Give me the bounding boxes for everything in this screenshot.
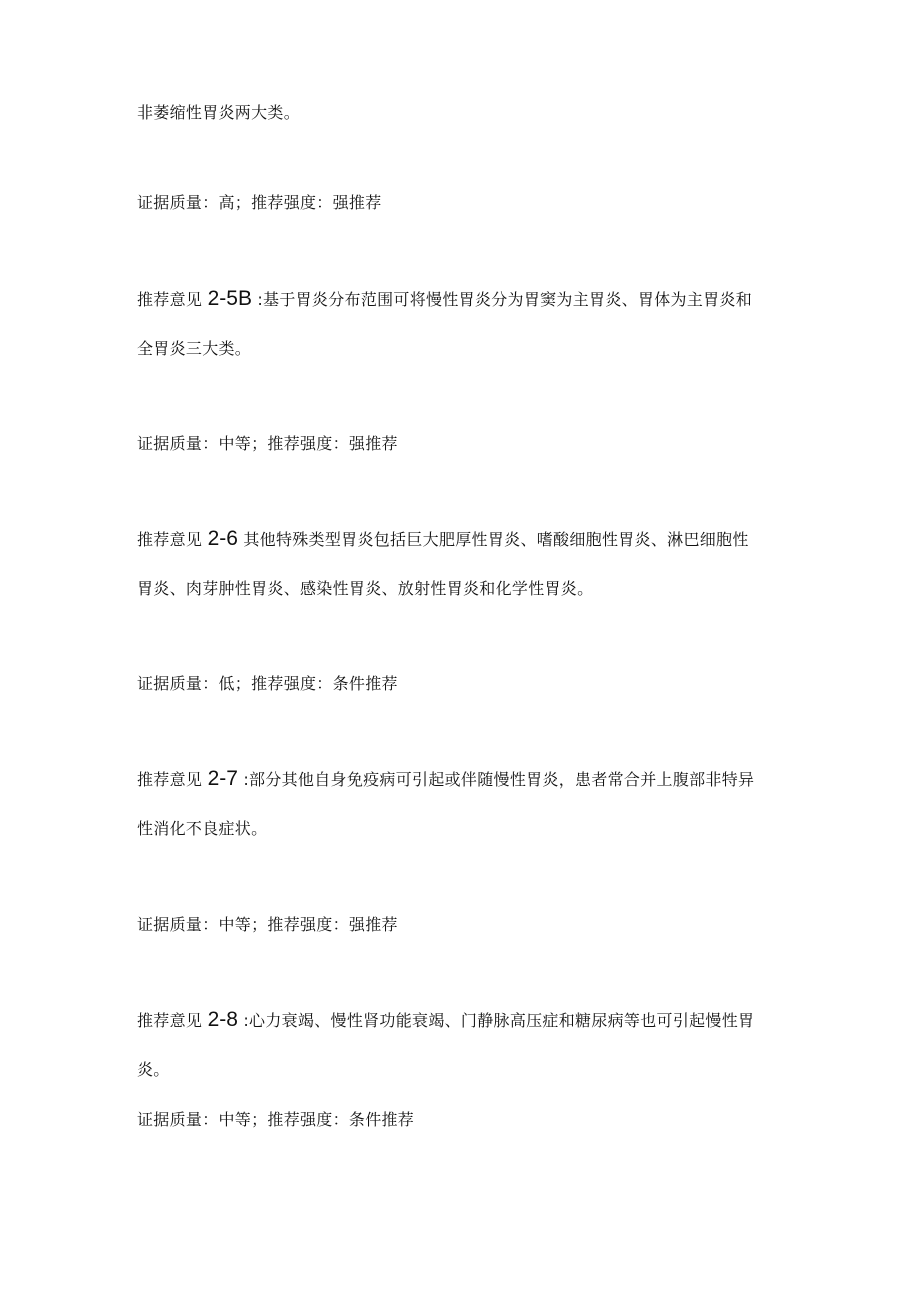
recommendation-number: 2-8 [207,1008,238,1031]
recommendation-prefix: 推荐意见 [137,530,203,549]
recommendation-2-7-line-2: 性消化不良症状。 [137,819,268,838]
recommendation-number: 2-7 [207,767,238,790]
recommendation-text: :基于胃炎分布范围可将慢性胃炎分为胃窦为主胃炎、胃体为主胃炎和 [257,290,753,309]
recommendation-2-8-line-1 [137,1008,787,1033]
evidence-line: 证据质量：中等；推荐强度：条件推荐 [137,1110,415,1129]
recommendation-2-6-line-2: 胃炎、肉芽肿性胃炎、感染性胃炎、放射性胃炎和化学性胃炎。 [137,579,594,598]
recommendation-number: 2-5B [207,287,252,310]
recommendation-number: 2-6 [207,527,238,550]
recommendation-2-5b-line-1 [137,287,787,312]
recommendation-2-6-line-1 [137,527,787,552]
recommendation-prefix: 推荐意见 [137,290,203,309]
evidence-line: 证据质量：中等；推荐强度：强推荐 [137,915,398,934]
evidence-line: 证据质量：高；推荐强度：强推荐 [137,193,382,212]
recommendation-2-7-line-1 [137,767,787,792]
evidence-line: 证据质量：低；推荐强度：条件推荐 [137,674,398,693]
recommendation-2-5b-line-2: 全胃炎三大类。 [137,339,252,358]
recommendation-text: :心力衰竭、慢性肾功能衰竭、门静脉高压症和糖尿病等也可引起慢性胃 [243,1011,755,1030]
recommendation-prefix: 推荐意见 [137,770,203,789]
recommendation-text: 其他特殊类型胃炎包括巨大肥厚性胃炎、嗜酸细胞性胃炎、淋巴细胞性 [243,530,749,549]
paragraph-line: 非萎缩性胃炎两大类。 [137,103,301,122]
recommendation-text: :部分其他自身免疫病可引起或伴随慢性胃炎，患者常合并上腹部非特异 [243,770,755,789]
recommendation-prefix: 推荐意见 [137,1011,203,1030]
evidence-line: 证据质量：中等；推荐强度：强推荐 [137,434,398,453]
recommendation-2-8-line-2: 炎。 [137,1060,170,1079]
